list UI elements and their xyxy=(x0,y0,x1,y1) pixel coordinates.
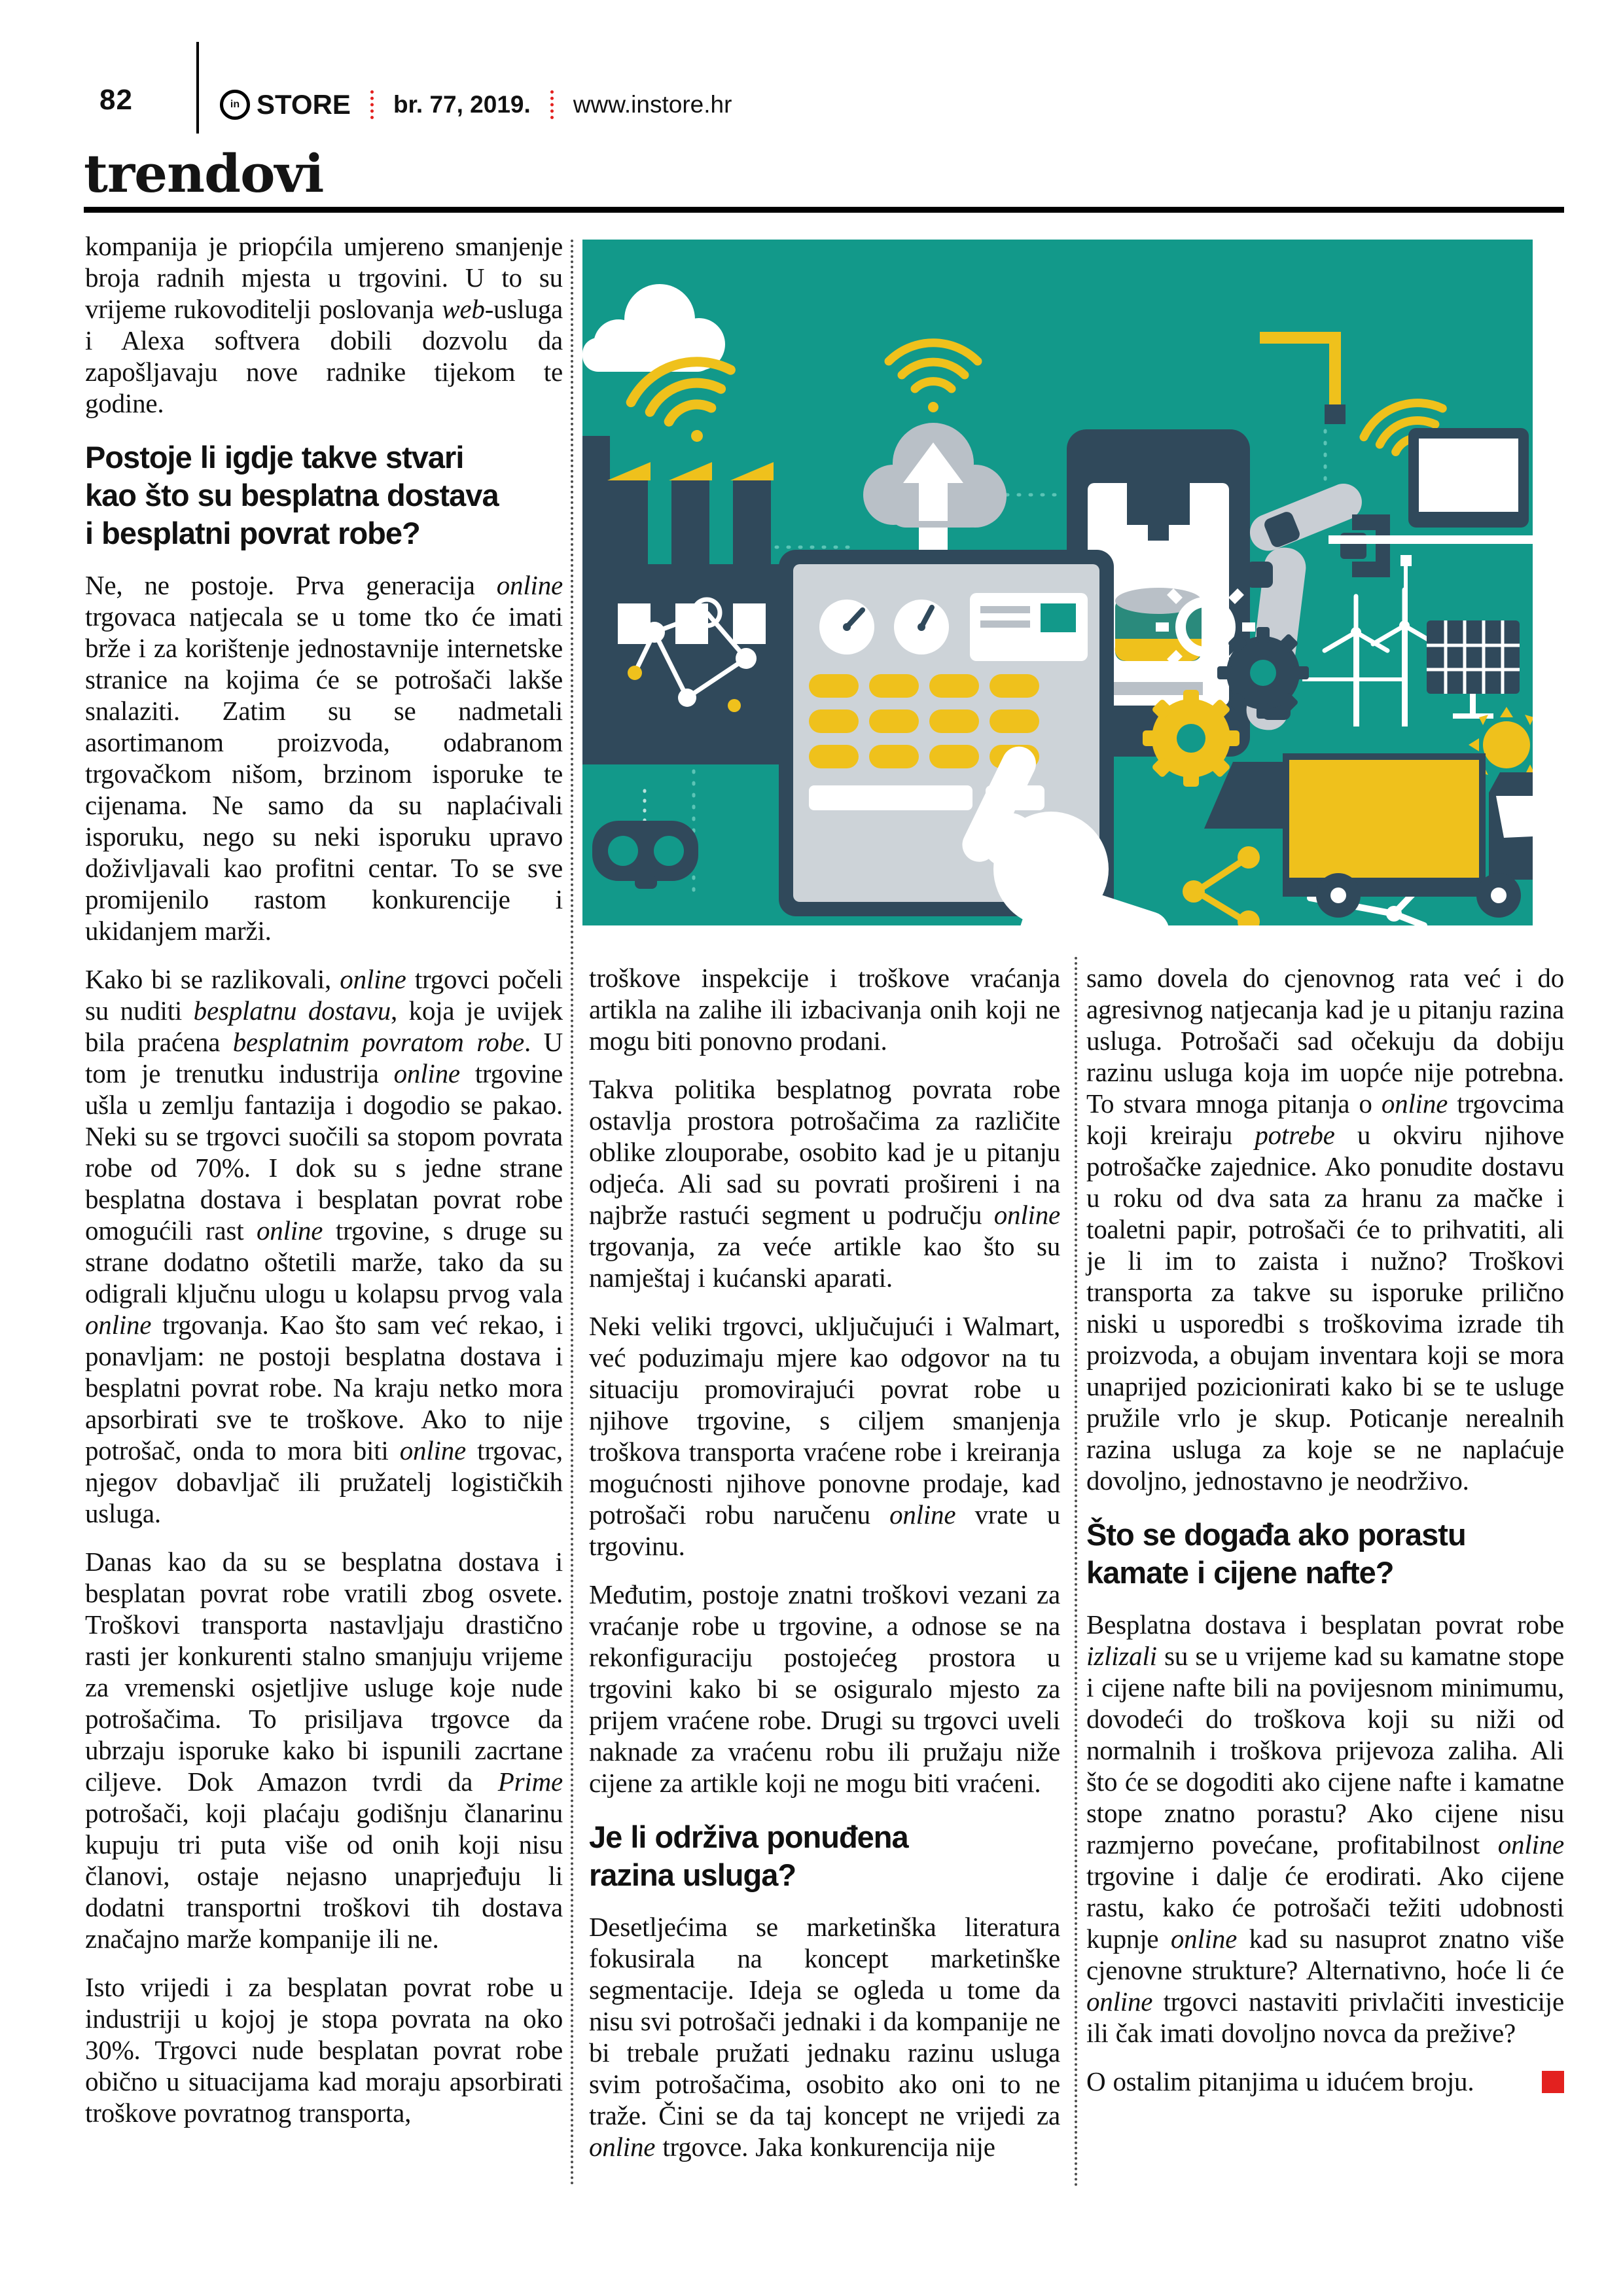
section-title: trendovi xyxy=(84,143,324,204)
subheading: Što se događa ako porastu kamate i cijene nafte? xyxy=(1086,1517,1466,1590)
paragraph: kompanija je priopćila umjereno smanjenje broja radnih mjesta u trgovini. U to su vrijeme rukovoditelji poslovanja web-usluga i Alexa softvera dobili dozvolu da zapošljavaju nove radnike tijekom te godine. xyxy=(85,231,563,418)
article-column-1 xyxy=(85,230,563,2145)
masthead xyxy=(0,0,1623,144)
factory-icon xyxy=(582,436,798,764)
brand-name: STORE xyxy=(257,89,351,120)
article-column-2 xyxy=(589,962,1060,2179)
subheading: Postoje li igdje takve stvari kao što su besplatna dostava i besplatni povrat robe? xyxy=(85,440,499,550)
paragraph: Isto vrijedi i za besplatan povrat robe u industriji u kojoj je stopa povrata na oko 30%. Trgovci nude besplatan povrat robe obično u situacijama kad moraju apsorbirati troškove povratnog transporta, xyxy=(85,1972,563,2128)
vr-goggles-icon xyxy=(592,821,698,889)
issue-number: br. 77, 2019. xyxy=(393,91,531,118)
paragraph: Ne, ne postoje. Prva generacija online trgovaca natjecala se u tome tko će imati brže i za korištenje jednostavnije internetske stranice na kojima će se potrošači lakše snalaziti. Zatim su se nadmetali asortimanom proizvoda, odabranom trgovačkom nišom, brzinom isporuke te cijenama. Ne samo da su naplaćivali isporuku, nego su neki isporuku upravo doživljavali kao profitni centar. To se sve promijenilo rastom konkurencije i ukidanjem marži. xyxy=(85,570,563,946)
paragraph: Besplatna dostava i besplatan povrat robe izlizali su se u vrijeme kad su kamatne stope i cijene nafte bili na povijesnom minimumu, dovodeći do troškova koji su niži od normalnih i troškova prijevoza zaliha. Ali što će se dogoditi ako cijene nafte i kamatne stope znatno porastu? Ako cijene nisu razmjerno povećane, profitabilnost online trgovine i dalje će erodirati. Ako cijene rastu, kako će potrošači težiti udobnosti kupnje online kad su nasuprot znatno više cjenovne strukture? Alternativno, hoće li će online trgovci nastaviti privlačiti investicije ili čak imati dovoljno novca da prežive? xyxy=(1086,1609,1564,2048)
brand-row xyxy=(220,89,732,120)
closing-line: O ostalim pitanjima u idućem broju. xyxy=(1086,2066,1564,2097)
paragraph: Desetljećima se marketinška literatura fokusirala na koncept marketinške segmentacije. Ideja se ogleda u tome da nisu svi potrošači jednaki i da kompanije ne bi trebale pružati jednaku razinu usluga svim potrošačima, osobito ako oni to ne traže. Čini se da taj koncept ne vrijedi za online trgovce. Jaka konkurencija nije xyxy=(589,1912,1060,2162)
page-number: 82 xyxy=(99,84,133,116)
article-column-3 xyxy=(1086,962,1564,2114)
end-mark xyxy=(1542,2071,1564,2093)
instore-logo xyxy=(220,89,351,120)
dotted-separator xyxy=(550,90,554,119)
industry-illustration xyxy=(582,240,1533,925)
logo-circle-icon: in xyxy=(220,90,250,120)
dotted-separator xyxy=(370,90,374,119)
paragraph: Neki veliki trgovci, uključujući i Walmart, već poduzimaju mjere kao odgovor na tu situaciju promovirajući povrat robe u njihove trgovine, s ciljem smanjenja troškova transporta vraćene robe i kreiranja mogućnosti njihove ponovne prodaje, kad potrošači robu naručenu online vrate u trgovinu. xyxy=(589,1311,1060,1561)
paragraph: Takva politika besplatnog povrata robe ostavlja prostora potrošačima za različite oblike zlouporabe, osobito kad je u pitanju odjeća. Ali sad su povrati prošireni i na najbrže rastući segment u području online trgovanja, za veće artikle kao što su namještaj i kućanski aparati. xyxy=(589,1074,1060,1293)
paragraph: samo dovela do cjenovnog rata već i do agresivnog natjecanja kad je u pitanju razina usluga. Potrošači sad očekuju da dobiju razinu usluga koja im uopće nije potrebna. To stvara mnoga pitanja o online trgovcima koji kreiraju potrebe u okviru njihove potrošačke zajednice. Ako ponudite dostavu u roku od dva sata za hranu za mačke i toaletni papir, potrošači će to prihvatiti, ali je li im to zaista i nužno? Troškovi transporta za takve su isporuke prilično niski u usporedbi s troškovima izrade tih proizvoda, a obujam inventara koji se mora unaprijed pozicionirati kako bi se te usluge pružile vrlo je skup. Poticanje nerealnih razina usluga za koje se ne naplaćuje dovoljno, jednostavno je neodrživo. xyxy=(1086,963,1565,1496)
website-url: www.instore.hr xyxy=(573,91,732,118)
column-divider xyxy=(1075,957,1077,2187)
paragraph: Danas kao da su se besplatna dostava i besplatan povrat robe vratili zbog osvete. Troškovi transporta nastavljaju drastično rasti jer konkurenti stalno smanjuju vrijeme za vremenski osjetljive usluge koje nude potrošačima. To prisiljava trgovce da ubrzaju isporuke kako bi ispunili zacrtane ciljeve. Dok Amazon tvrdi da Prime potrošači, koji plaćaju godišnju članarinu kupuju tri puta više od onih koji nisu članovi, ostaje nejasno unaprjeđuju li dodatni transportni troškovi tih dostava značajno marže kompanije ili ne. xyxy=(85,1547,563,1954)
subheading: Je li održiva ponuđena razina usluga? xyxy=(589,1820,908,1892)
illustration-svg xyxy=(582,240,1533,925)
header-divider xyxy=(196,42,199,134)
paragraph: Međutim, postoje znatni troškovi vezani za vraćanje robe u trgovine, a odnose se na rekonfiguraciju postojećeg prostora u trgovini kako bi se osiguralo mjesto za prijem vraćene robe. Drugi su trgovci uveli naknade za vraćenu robu ili pružaju niže cijene za artikle koji ne mogu biti vraćeni. xyxy=(589,1579,1060,1798)
paragraph: troškove inspekcije i troškove vraćanja artikla na zalihe ili izbacivanja onih koji ne mogu biti ponovno prodani. xyxy=(589,963,1060,1056)
column-divider xyxy=(571,240,573,2187)
paragraph: Kako bi se razlikovali, online trgovci počeli su nuditi besplatnu dostavu, koja je uvijek bila praćena besplatnim povratom robe. U tom je trenutku industrija online trgovine ušla u zemlju fantazija i dogodio se pakao. Neki su se trgovci suočili sa stopom povrata robe od 70%. I dok su s jedne strane besplatna dostava i besplatan povrat robe omogućili rast online trgovine, s druge su strane dodatno oštetili marže, tako da su odigrali ključnu ulogu u kolapsu prvog vala online trgovanja. Kao što sam već rekao, i ponavljam: ne postoji besplatna dostava i besplatni povrat robe. Na kraju netko mora apsorbirati sve te troškove. Ako to nije potrošač, onda to mora biti online trgovac, njegov dobavljač ili pružatelj logističkih usluga. xyxy=(85,964,563,1528)
title-rule xyxy=(84,207,1564,213)
